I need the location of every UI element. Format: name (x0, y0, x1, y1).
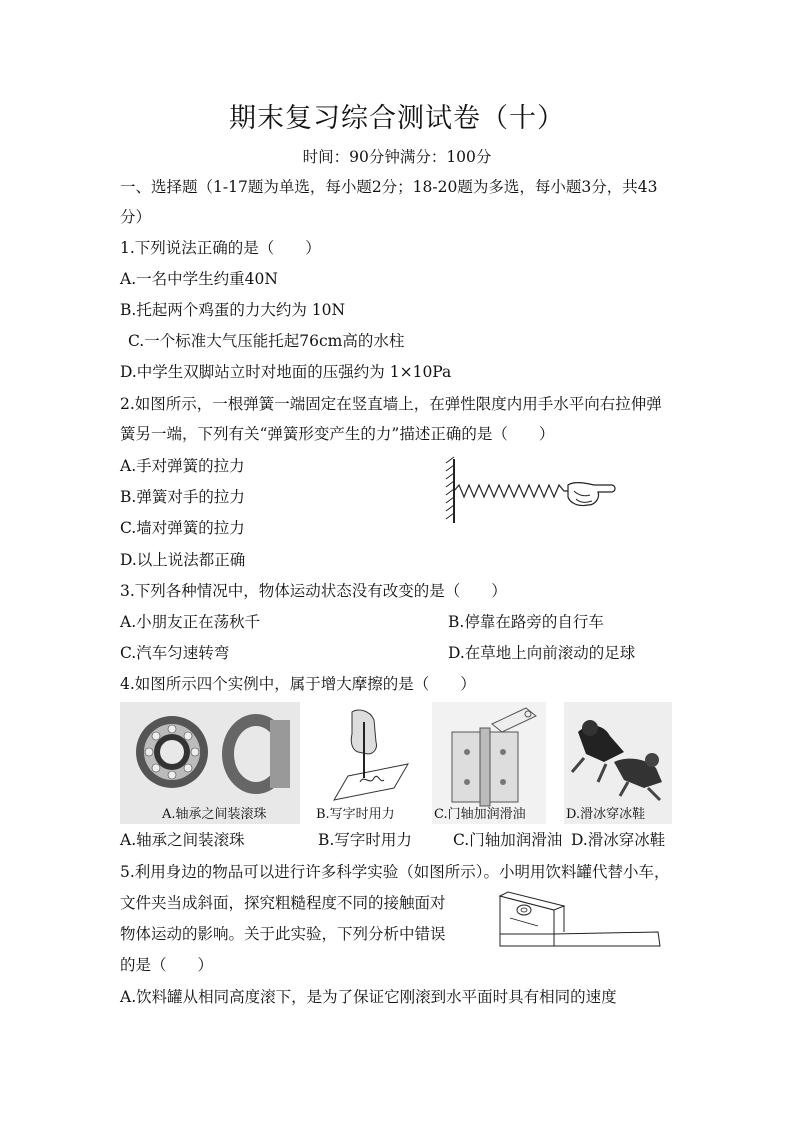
bearing-figure (120, 702, 300, 824)
q4-option-c: C.门轴加润滑油 (453, 831, 563, 849)
q3-stem: 3.下列各种情况中，物体运动状态没有改变的是（ ） (120, 582, 507, 600)
q2-stem-line1: 2.如图所示，一根弹簧一端固定在竖直墙上，在弹性限度内用手水平向右拉伸弹 (120, 395, 662, 413)
q2-option-a: A.手对弹簧的拉力 (120, 457, 245, 475)
q1-option-b: B.托起两个鸡蛋的力大约为 10N (120, 301, 346, 319)
q2-option-c: C.墙对弹簧的拉力 (120, 519, 245, 537)
caption-a: A.轴承之间装滚珠 (162, 807, 267, 822)
q5-stem-line3: 物体运动的影响。关于此实验，下列分析中错误 (120, 925, 446, 943)
door-hinge-figure (432, 702, 546, 824)
page-title: 期末复习综合测试卷（十） (229, 103, 565, 134)
q2-option-d: D.以上说法都正确 (120, 551, 246, 569)
q2-option-b: B.弹簧对手的拉力 (120, 488, 245, 506)
caption-b: B.写字时用力 (316, 807, 395, 822)
q3-option-c: C.汽车匀速转弯 (120, 644, 230, 662)
q5-stem-line4: 的是（ ） (120, 956, 214, 974)
q5-stem-line2: 文件夹当成斜面，探究粗糙程度不同的接触面对 (120, 894, 446, 912)
q5-option-a: A.饮料罐从相同高度滚下，是为了保证它刚滚到水平面时具有相同的速度 (120, 988, 617, 1006)
q1-option-c: C.一个标准大气压能托起76cm高的水柱 (128, 332, 405, 350)
q1-option-a: A.一名中学生约重40N (120, 270, 278, 288)
q4-option-a: A.轴承之间装滚珠 (120, 831, 245, 849)
q1-option-d: D.中学生双脚站立时对地面的压强约为 1×10Pa (120, 363, 452, 381)
q5-stem-line1: 5.利用身边的物品可以进行许多科学实验（如图所示）。小明用饮料罐代替小车， (120, 863, 670, 881)
q4-option-b: B.写字时用力 (318, 831, 412, 849)
incline-figure (494, 888, 664, 948)
writing-figure (314, 702, 416, 824)
skating-figure (564, 702, 672, 824)
q3-option-d: D.在草地上向前滚动的足球 (448, 644, 636, 662)
spring-figure (440, 455, 620, 527)
section-heading-line1: 一、选择题（1-17题为单选，每小题2分；18-20题为多选，每小题3分，共43 (120, 178, 658, 196)
q4-stem: 4.如图所示四个实例中，属于增大摩擦的是（ ） (120, 675, 476, 693)
q3-option-b: B.停靠在路旁的自行车 (448, 613, 604, 631)
q1-stem: 1.下列说法正确的是（ ） (120, 239, 321, 257)
q2-stem-line2: 簧另一端，下列有关“弹簧形变产生的力”描述正确的是（ ） (120, 425, 555, 443)
exam-info: 时间：90分钟满分：100分 (302, 148, 492, 166)
caption-d: D.滑冰穿冰鞋 (566, 807, 646, 822)
caption-c: C.门轴加润滑油 (434, 807, 526, 822)
q4-option-d: D.滑冰穿冰鞋 (571, 831, 666, 849)
section-heading-line2: 分） (120, 208, 152, 226)
q3-option-a: A.小朋友正在荡秋千 (120, 613, 261, 631)
